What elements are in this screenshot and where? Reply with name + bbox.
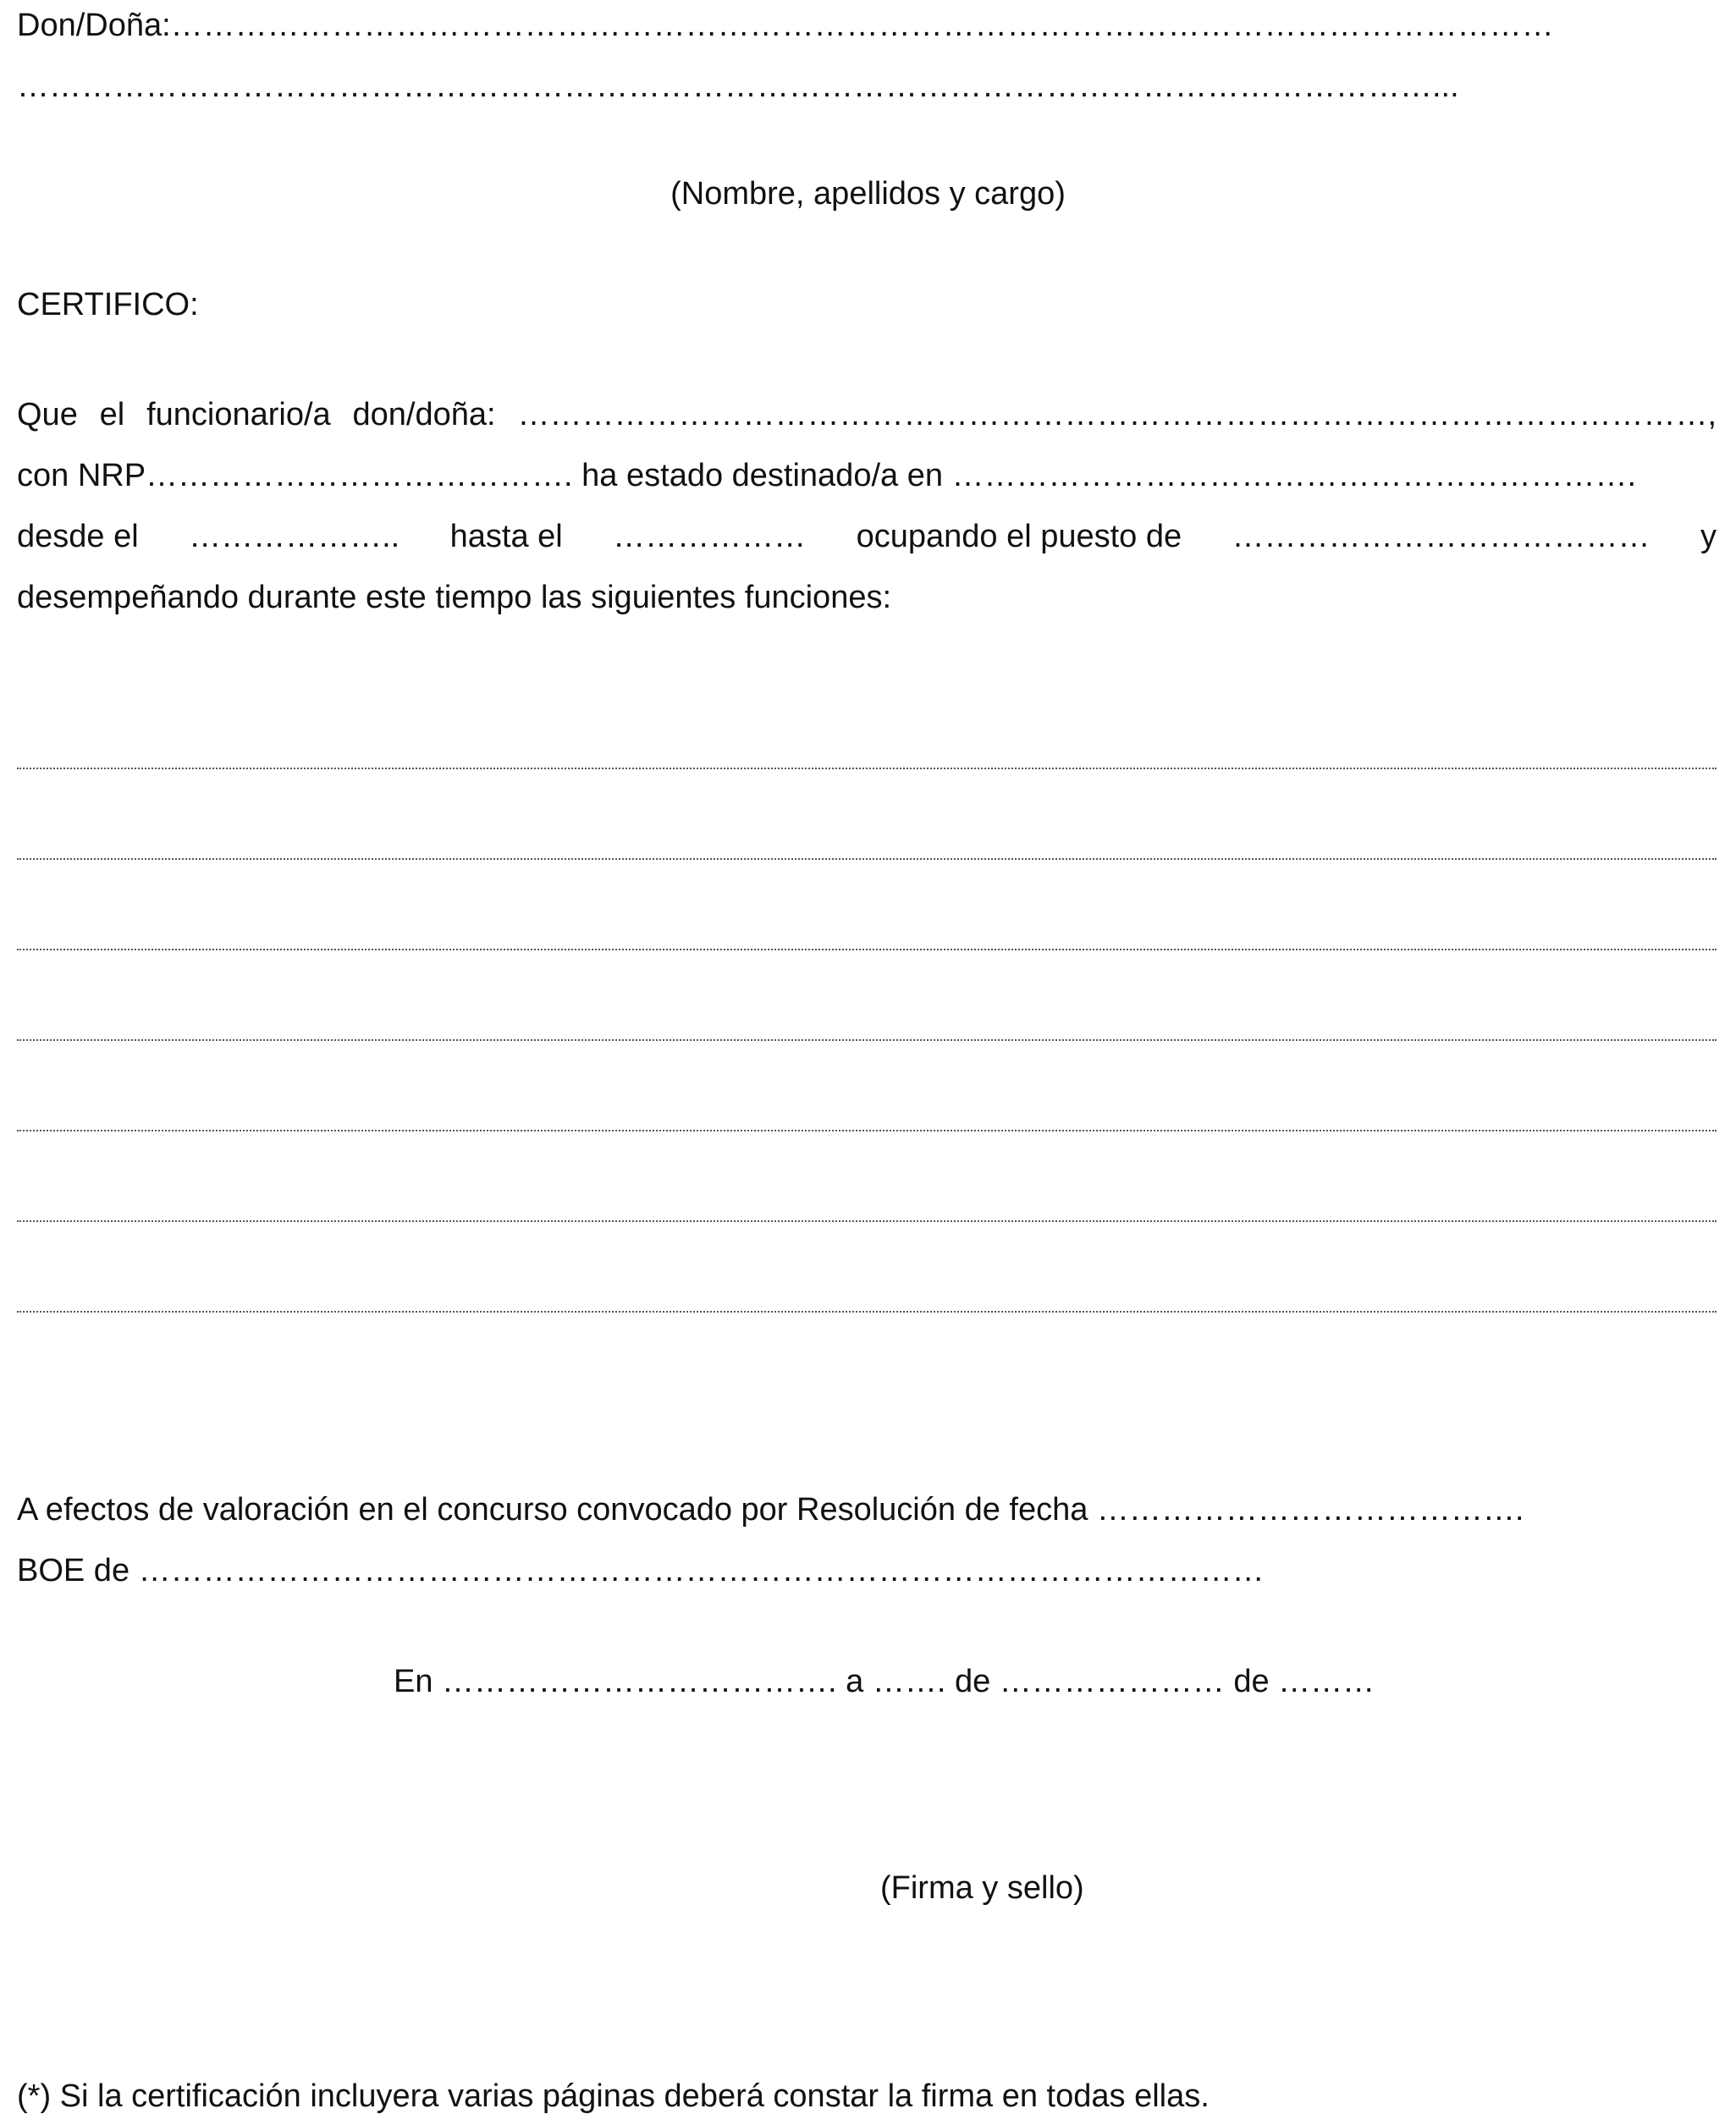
- don-dona-second-line[interactable]: ……………………………………………………………………………………………………………………...: [17, 69, 1459, 104]
- funciones-line-7[interactable]: [17, 1311, 1717, 1313]
- paragraph-line-1: [17, 394, 1717, 435]
- word-funcionario: funcionario/a: [146, 397, 331, 432]
- valoracion-line-1: A efectos de valoración en el concurso convocado por Resolución de fecha ………………………………….: [17, 1492, 1524, 1528]
- funciones-line-6[interactable]: [17, 1220, 1717, 1222]
- name-caption-text: (Nombre, apellidos y cargo): [670, 176, 1066, 212]
- word-don-dona: don/doña:: [352, 397, 496, 432]
- certifico-heading: CERTIFICO:: [17, 287, 199, 322]
- firma-caption: (Firma y sello): [880, 1870, 1084, 1906]
- word-el: el: [99, 397, 125, 432]
- funciones-line-3[interactable]: [17, 949, 1717, 950]
- name-caption: [0, 173, 1736, 214]
- puesto-label: ocupando el puesto de: [856, 519, 1182, 554]
- funciones-line-4[interactable]: [17, 1039, 1717, 1041]
- funciones-line-1[interactable]: [17, 768, 1717, 769]
- paragraph-line-3: [17, 516, 1717, 557]
- word-y: y: [1700, 519, 1717, 554]
- paragraph-line-2: con NRP…………………………………. ha estado destinado/a en ……………………………………………………….: [17, 458, 1637, 493]
- hasta-label: hasta el: [449, 519, 563, 554]
- funciones-line-5[interactable]: [17, 1130, 1717, 1131]
- place-date-line: En ………………………………. a ……. de ………………… de ………: [394, 1664, 1375, 1699]
- footnote: (*) Si la certificación incluyera varias páginas deberá constar la firma en todas ellas.: [17, 2078, 1210, 2114]
- don-dona-label: Don/Doña:: [17, 8, 171, 43]
- word-que: Que: [17, 397, 78, 432]
- puesto-field[interactable]: …………………………………: [1232, 519, 1651, 554]
- funcionario-name-field[interactable]: …………………………………………………………………………………………………,: [517, 397, 1717, 432]
- paragraph-line-4: desempeñando durante este tiempo las siguientes funciones:: [17, 580, 892, 615]
- don-dona-line: [17, 5, 1717, 46]
- don-dona-fill-field[interactable]: …………………………………………………………………………………………………………………: [170, 8, 1554, 43]
- valoracion-line-2: BOE de ……………………………………………………………………………………………: [17, 1553, 1265, 1588]
- desde-date-field[interactable]: ………………..: [189, 519, 400, 554]
- desde-label: desde el: [17, 519, 139, 554]
- funciones-line-2[interactable]: [17, 858, 1717, 860]
- hasta-date-field[interactable]: ………………: [613, 519, 807, 554]
